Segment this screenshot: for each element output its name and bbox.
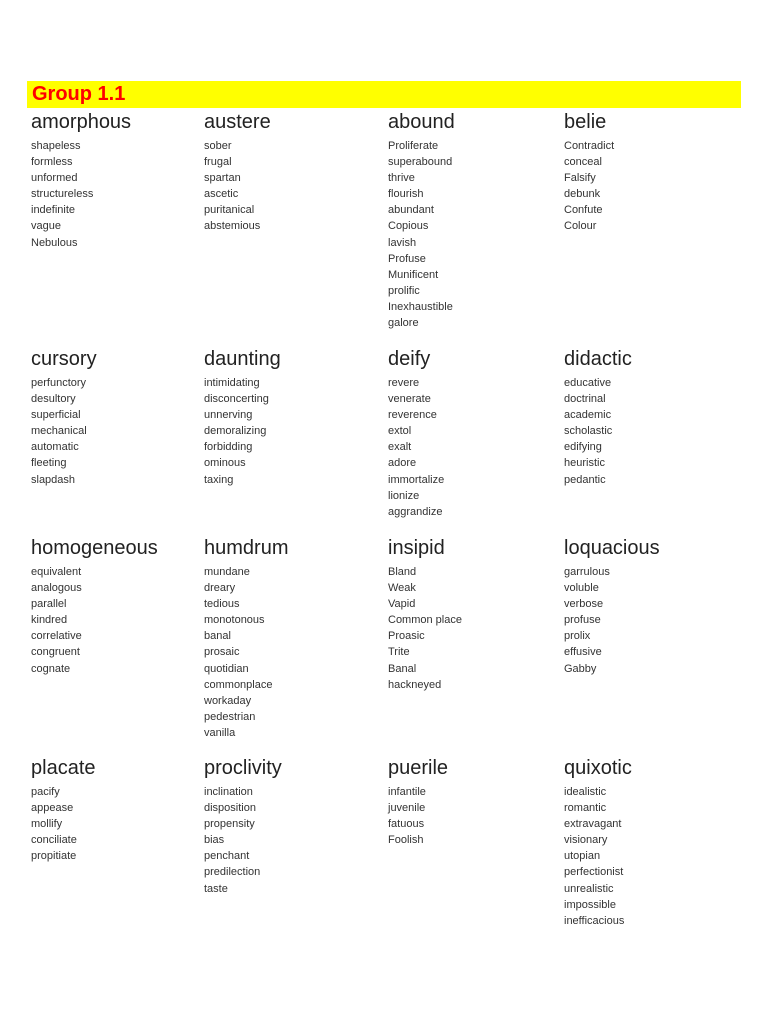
synonym: intimidating — [204, 377, 260, 389]
synonym: unnerving — [204, 409, 253, 422]
synonym: impossible — [564, 898, 616, 911]
synonym: lionize — [388, 489, 420, 502]
synonym: extravagant — [564, 818, 622, 831]
synonym: mechanical — [31, 425, 87, 438]
headword: deify — [388, 348, 431, 370]
synonym: parallel — [31, 598, 67, 611]
synonym: vague — [31, 220, 61, 233]
synonym-list — [388, 564, 462, 693]
synonym: commonplace — [204, 678, 273, 691]
synonym: reverence — [388, 409, 437, 422]
synonym-list — [564, 138, 614, 235]
synonym: Nebulous — [31, 236, 78, 249]
synonym: automatic — [31, 441, 79, 454]
synonym: infantile — [388, 786, 426, 798]
synonym: abundant — [388, 204, 434, 217]
headword: humdrum — [204, 537, 289, 559]
synonym: prolific — [388, 284, 420, 297]
synonym: dreary — [204, 582, 236, 595]
synonym: juvenile — [388, 802, 426, 815]
synonym: pedestrian — [204, 710, 256, 723]
synonym: mundane — [204, 566, 250, 578]
synonym-list — [31, 784, 96, 864]
synonym: forbidding — [204, 441, 253, 454]
synonym: unrealistic — [564, 882, 614, 895]
synonym: propensity — [204, 818, 255, 831]
synonym: penchant — [204, 850, 250, 863]
synonym-list — [564, 564, 660, 677]
headword: austere — [204, 111, 271, 133]
synonym: ascetic — [204, 188, 239, 201]
synonym: galore — [388, 317, 419, 330]
headword: puerile — [388, 757, 449, 779]
word-entry — [31, 536, 158, 677]
word-entry — [388, 110, 455, 331]
synonym: extol — [388, 425, 412, 438]
synonym: prosaic — [204, 646, 240, 659]
word-entry — [564, 756, 632, 929]
synonym-list — [31, 375, 97, 488]
synonym: conceal — [564, 156, 602, 169]
headword: placate — [31, 757, 96, 779]
headword: belie — [564, 111, 607, 133]
synonym: bias — [204, 834, 225, 847]
synonym: Bland — [388, 566, 417, 578]
synonym: Confute — [564, 204, 603, 217]
synonym: tedious — [204, 598, 240, 611]
synonym: predilection — [204, 866, 261, 879]
synonym: superabound — [388, 156, 453, 169]
synonym: cognate — [31, 662, 71, 675]
word-entry — [388, 347, 444, 520]
synonym: perfectionist — [564, 866, 624, 879]
group-title: Group 1.1 — [32, 83, 126, 105]
synonym: Falsify — [564, 172, 596, 185]
synonym: Contradict — [564, 140, 615, 152]
synonym: vanilla — [204, 726, 236, 739]
synonym: Proliferate — [388, 140, 439, 152]
synonym: visionary — [564, 834, 608, 847]
synonym: perfunctory — [31, 377, 87, 389]
synonym: conciliate — [31, 834, 77, 847]
synonym: educative — [564, 377, 612, 389]
synonym: ominous — [204, 457, 246, 470]
synonym: mollify — [31, 818, 63, 831]
synonym: flourish — [388, 188, 424, 201]
synonym: Weak — [388, 582, 416, 595]
synonym: verbose — [564, 598, 604, 611]
headword: cursory — [31, 348, 97, 370]
synonym: shapeless — [31, 140, 81, 152]
synonym: kindred — [31, 614, 68, 627]
synonym: hackneyed — [388, 678, 442, 691]
synonym: sober — [204, 140, 232, 152]
synonym: banal — [204, 630, 231, 643]
synonym: taxing — [204, 473, 234, 486]
synonym-list — [564, 375, 632, 488]
synonym-list — [388, 784, 448, 848]
synonym: demoralizing — [204, 425, 267, 438]
synonym: desultory — [31, 393, 76, 406]
synonym: taste — [204, 882, 228, 895]
headword: daunting — [204, 348, 281, 370]
synonym: unformed — [31, 172, 78, 185]
synonym: analogous — [31, 582, 82, 595]
word-entry — [31, 756, 96, 864]
headword: loquacious — [564, 537, 660, 559]
synonym: debunk — [564, 188, 601, 201]
synonym: Trite — [388, 646, 410, 659]
synonym: disposition — [204, 802, 256, 815]
synonym: prolix — [564, 630, 591, 643]
synonym: fleeting — [31, 457, 67, 470]
synonym: voluble — [564, 582, 599, 595]
synonym: heuristic — [564, 457, 605, 470]
synonym: lavish — [388, 236, 417, 249]
synonym: adore — [388, 457, 417, 470]
synonym: pacify — [31, 786, 60, 798]
synonym: aggrandize — [388, 505, 443, 518]
word-entry — [31, 347, 97, 488]
synonym: Vapid — [388, 598, 416, 611]
headword: homogeneous — [31, 537, 158, 559]
synonym: monotonous — [204, 614, 265, 627]
synonym: scholastic — [564, 425, 613, 438]
synonym: Copious — [388, 220, 429, 233]
synonym: immortalize — [388, 473, 445, 486]
synonym: Foolish — [388, 834, 424, 847]
word-entry — [204, 756, 282, 897]
synonym-list — [388, 375, 444, 520]
synonym: utopian — [564, 850, 601, 863]
synonym: slapdash — [31, 473, 76, 486]
synonym: superficial — [31, 409, 81, 422]
synonym: congruent — [31, 646, 80, 659]
word-entry — [388, 756, 448, 848]
synonym: propitiate — [31, 850, 77, 863]
synonym: spartan — [204, 172, 241, 185]
synonym: Gabby — [564, 662, 597, 675]
headword: insipid — [388, 537, 445, 559]
synonym: inefficacious — [564, 914, 625, 927]
synonym: doctrinal — [564, 393, 606, 406]
synonym: Colour — [564, 220, 597, 233]
synonym-list — [31, 564, 158, 677]
word-entry — [564, 110, 614, 235]
synonym: venerate — [388, 393, 431, 406]
synonym: revere — [388, 377, 420, 389]
synonym-list — [31, 138, 131, 251]
headword: quixotic — [564, 757, 632, 779]
synonym-list — [564, 784, 632, 929]
synonym: profuse — [564, 614, 601, 627]
synonym: Common place — [388, 614, 462, 627]
synonym: academic — [564, 409, 612, 422]
synonym: equivalent — [31, 566, 82, 578]
synonym: structureless — [31, 188, 94, 201]
headword: proclivity — [204, 757, 282, 779]
synonym-list — [388, 138, 455, 331]
synonym: indefinite — [31, 204, 76, 217]
synonym: Proasic — [388, 630, 425, 643]
synonym: edifying — [564, 441, 602, 454]
synonym: Banal — [388, 662, 417, 675]
synonym: garrulous — [564, 566, 610, 578]
synonym: Profuse — [388, 252, 426, 265]
synonym: romantic — [564, 802, 607, 815]
word-entry — [31, 110, 131, 251]
word-entry — [204, 347, 281, 488]
synonym: correlative — [31, 630, 82, 643]
synonym: Inexhaustible — [388, 300, 453, 313]
group-header — [27, 81, 741, 108]
synonym: formless — [31, 156, 73, 169]
word-entry — [564, 536, 660, 677]
synonym-list — [204, 138, 271, 235]
synonym: idealistic — [564, 786, 607, 798]
synonym: effusive — [564, 646, 602, 659]
synonym: inclination — [204, 786, 253, 798]
synonym: Munificent — [388, 268, 439, 281]
synonym: appease — [31, 802, 74, 815]
word-entry — [564, 347, 632, 488]
synonym-list — [204, 375, 281, 488]
word-entry — [204, 110, 271, 235]
synonym: disconcerting — [204, 393, 269, 406]
word-entry — [204, 536, 288, 741]
headword: didactic — [564, 348, 632, 370]
headword: abound — [388, 111, 455, 133]
synonym: thrive — [388, 172, 415, 185]
word-entry — [388, 536, 462, 693]
synonym-list — [204, 784, 282, 897]
synonym: workaday — [204, 694, 252, 707]
synonym: puritanical — [204, 204, 255, 217]
synonym: abstemious — [204, 220, 261, 233]
synonym: exalt — [388, 441, 412, 454]
synonym: fatuous — [388, 818, 425, 831]
headword: amorphous — [31, 111, 132, 133]
synonym: pedantic — [564, 473, 606, 486]
synonym: quotidian — [204, 662, 249, 675]
synonym-list — [204, 564, 288, 741]
synonym: frugal — [204, 156, 232, 169]
